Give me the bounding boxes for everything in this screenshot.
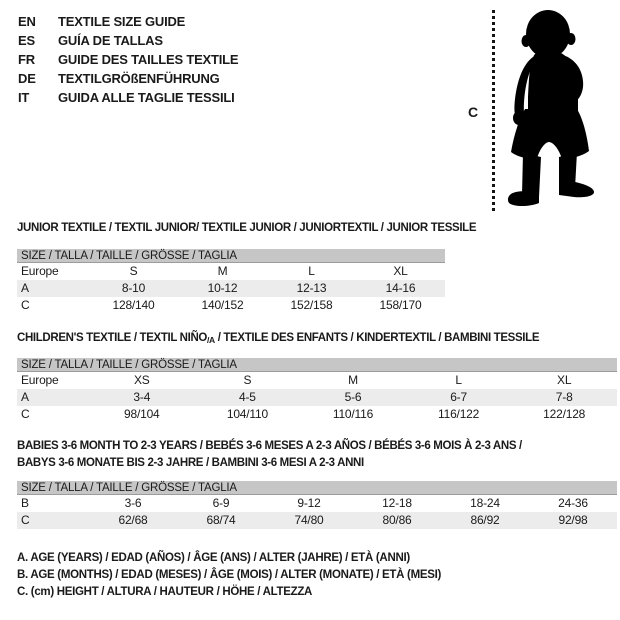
table-cell: 128/140 — [112, 298, 155, 312]
table-cell: 140/152 — [201, 298, 244, 312]
children-table-rows — [17, 372, 617, 423]
table-cell: 62/68 — [118, 513, 148, 527]
children-title-post: / TEXTILE DES ENFANTS / KINDERTEXTIL / BAMBINI TESSILE — [214, 332, 540, 344]
table-row — [17, 406, 617, 423]
note-a: A. AGE (YEARS) / EDAD (AÑOS) / ÂGE (ANS) / ALTER (JAHRE) / ETÀ (ANNI) — [17, 552, 410, 564]
table-cell: XL — [557, 373, 572, 387]
table-cell: L — [308, 264, 315, 278]
height-measure-dotted-line — [492, 10, 495, 212]
row-label: A — [21, 281, 29, 295]
table-cell: 3-4 — [133, 390, 151, 404]
table-row — [17, 495, 617, 512]
table-cell: 4-5 — [239, 390, 256, 404]
language-title: GUIDE DES TAILLES TEXTILE — [58, 52, 239, 67]
row-label: Europe — [21, 373, 59, 387]
table-row — [17, 280, 445, 297]
table-cell: M — [348, 373, 358, 387]
table-cell: L — [455, 373, 462, 387]
row-label: C — [21, 298, 30, 312]
table-cell: 10-12 — [207, 281, 238, 295]
note-c: C. (cm) HEIGHT / ALTURA / HAUTEUR / HÖHE / ALTEZZA — [17, 586, 313, 598]
row-label: Europe — [21, 264, 59, 278]
language-row-it — [18, 88, 238, 107]
language-row-en — [18, 12, 238, 31]
junior-table-rows — [17, 263, 445, 314]
babies-title-line-2: BABYS 3-6 MONATE BIS 2-3 JAHRE / BAMBINI 3-6 MESI A 2-3 ANNI — [17, 457, 364, 469]
children-title-subscript: /A — [207, 335, 215, 345]
table-cell: 18-24 — [470, 496, 500, 510]
language-row-de — [18, 69, 238, 88]
legend-notes — [17, 550, 441, 601]
language-code: ES — [18, 33, 35, 48]
language-title: GUIDA ALLE TAGLIE TESSILI — [58, 90, 235, 105]
children-table-title — [17, 330, 539, 347]
babies-table-title — [17, 438, 607, 472]
babies-size-table — [17, 481, 617, 529]
table-cell: 9-12 — [297, 496, 321, 510]
table-row — [17, 389, 617, 406]
language-code: EN — [18, 14, 36, 29]
babies-title-line-1: BABIES 3-6 MONTH TO 2-3 YEARS / BEBÉS 3-6 MESES A 2-3 AÑOS / BÉBÉS 3-6 MOIS À 2-3 ANS / — [17, 440, 522, 452]
table-cell: S — [243, 373, 252, 387]
table-cell: 98/104 — [124, 407, 160, 421]
table-cell: M — [217, 264, 228, 278]
language-row-fr — [18, 50, 238, 69]
table-cell: XL — [393, 264, 408, 278]
row-label: C — [21, 513, 30, 527]
table-cell: 3-6 — [124, 496, 142, 510]
table-cell: XS — [133, 373, 150, 387]
children-title-pre: CHILDREN'S TEXTILE / TEXTIL NIÑO — [17, 332, 208, 344]
table-cell: 122/128 — [543, 407, 586, 421]
table-row — [17, 297, 445, 314]
table-cell: 14-16 — [385, 281, 416, 295]
note-b: B. AGE (MONTHS) / EDAD (MESES) / ÂGE (MOIS) / ALTER (MONATE) / ETÀ (MESI) — [17, 569, 442, 581]
junior-table-title: JUNIOR TEXTILE / TEXTIL JUNIOR/ TEXTILE JUNIOR / JUNIORTEXTIL / JUNIOR TESSILE — [17, 222, 477, 234]
language-title: GUÍA DE TALLAS — [58, 33, 163, 48]
table-cell: 110/116 — [332, 407, 374, 421]
language-title: TEXTILE SIZE GUIDE — [58, 14, 186, 29]
table-cell: 158/170 — [379, 298, 422, 312]
size-header-bar: SIZE / TALLA / TAILLE / GRÖSSE / TAGLIA — [17, 249, 445, 263]
table-cell: 6-9 — [212, 496, 230, 510]
table-cell: S — [129, 264, 138, 278]
table-row — [17, 372, 617, 389]
toddler-silhouette — [500, 7, 602, 207]
row-label: B — [21, 496, 29, 510]
table-cell: 8-10 — [121, 281, 146, 295]
junior-size-table — [17, 249, 445, 314]
language-row-es — [18, 31, 238, 50]
language-code: FR — [18, 52, 35, 67]
language-code: DE — [18, 71, 36, 86]
babies-table-rows — [17, 495, 617, 529]
table-cell: 104/110 — [226, 407, 268, 421]
table-cell: 6-7 — [450, 390, 467, 404]
size-header-bar: SIZE / TALLA / TAILLE / GRÖSSE / TAGLIA — [17, 481, 617, 495]
children-size-table — [17, 358, 617, 423]
size-header-bar: SIZE / TALLA / TAILLE / GRÖSSE / TAGLIA — [17, 358, 617, 372]
table-row — [17, 512, 617, 529]
language-code: IT — [18, 90, 30, 105]
row-label: C — [21, 407, 30, 421]
language-title-list — [18, 12, 238, 107]
height-measure-label: C — [468, 104, 479, 120]
table-cell: 5-6 — [344, 390, 362, 404]
row-label: A — [21, 390, 29, 404]
table-row — [17, 263, 445, 280]
table-cell: 80/86 — [382, 513, 412, 527]
table-cell: 24-36 — [558, 496, 588, 510]
table-cell: 116/122 — [438, 407, 480, 421]
table-cell: 74/80 — [294, 513, 324, 527]
table-cell: 152/158 — [290, 298, 333, 312]
table-cell: 12-13 — [296, 281, 327, 295]
table-cell: 86/92 — [470, 513, 500, 527]
table-cell: 7-8 — [555, 390, 573, 404]
language-title: TEXTILGRÖßENFÜHRUNG — [58, 71, 220, 86]
table-cell: 92/98 — [558, 513, 588, 527]
table-cell: 12-18 — [382, 496, 412, 510]
table-cell: 68/74 — [206, 513, 236, 527]
